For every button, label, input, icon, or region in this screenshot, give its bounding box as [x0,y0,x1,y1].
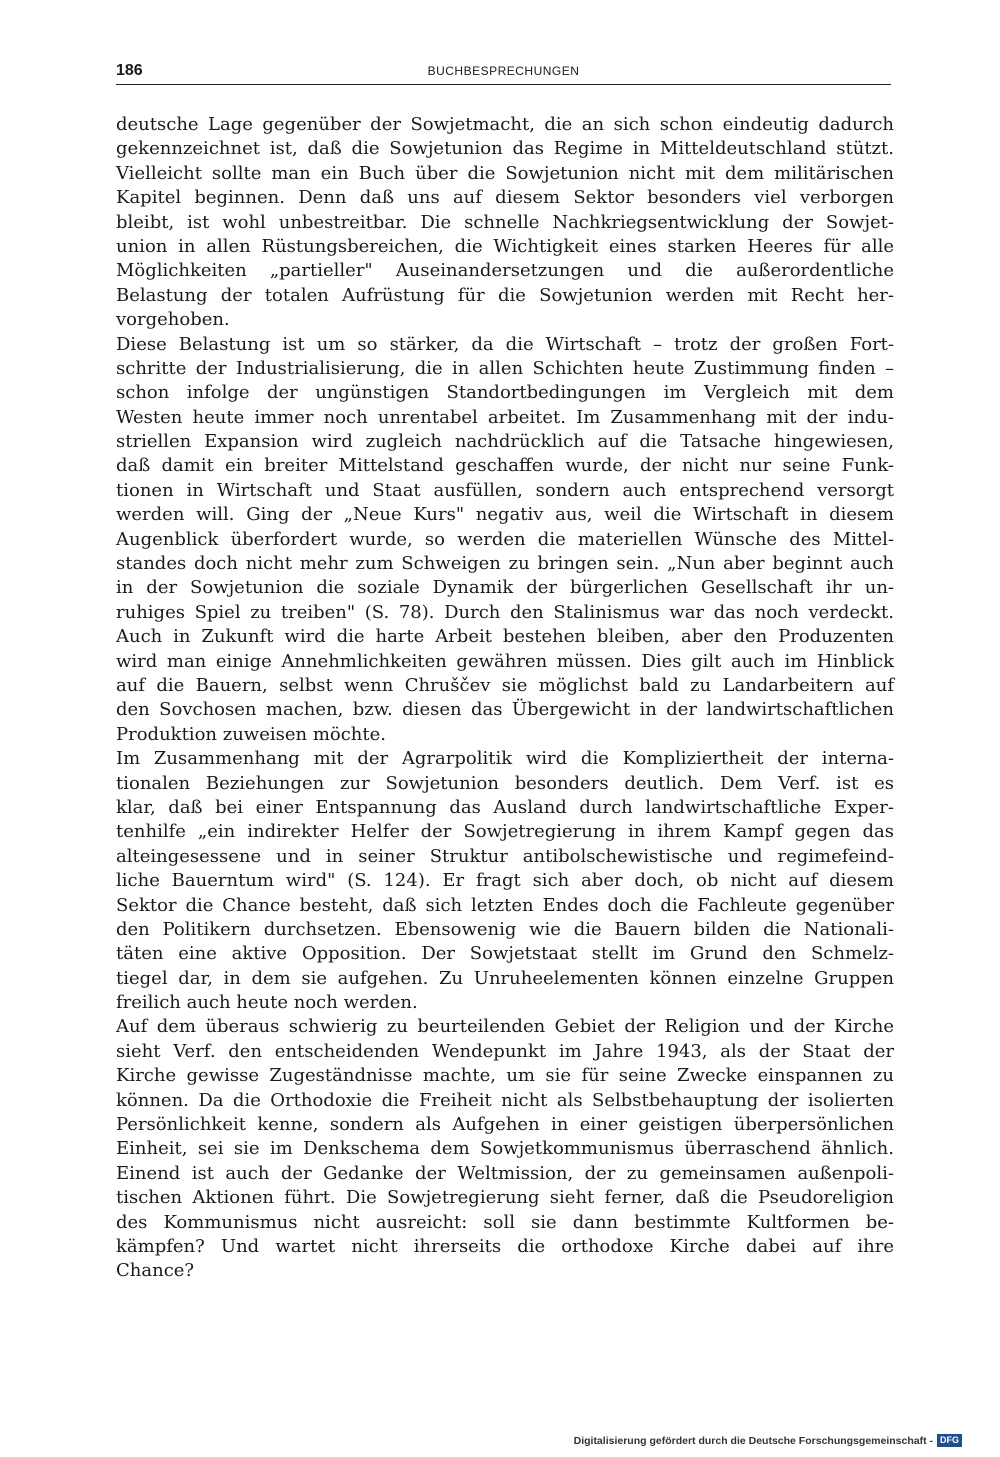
digitization-credit [574,1434,962,1447]
text-line: Augenblick überfordert wurde, so werden die materiellen Wünsche des Mittel- [116,528,894,550]
text-line: daß damit ein breiter Mittelstand geschaffen wurde, der nicht nur seine Funk- [116,455,894,477]
text-line: den Politikern durchsetzen. Ebensowenig wie die Bauern bilden die Nationali- [116,918,894,940]
text-line: Kapitel beginnen. Denn daß uns auf diesem Sektor besonders viel verborgen [116,187,894,209]
text-line: schritte der Industrialisierung, die in allen Schichten heute Zustimmung finden – [116,357,894,379]
running-head [116,62,891,85]
text-line: Einheit, sei sie im Denkschema dem Sowjetkommunismus überraschend ähnlich. [116,1138,894,1160]
paragraph [116,333,894,748]
text-line: klar, daß bei einer Entspannung das Ausland durch landwirtschaftliche Exper- [116,796,894,818]
text-line: Belastung der totalen Aufrüstung für die Sowjetunion werden mit Recht her- [116,284,894,306]
paragraph [116,747,894,1015]
text-line: kämpfen? Und wartet nicht ihrerseits die orthodoxe Kirche dabei auf ihre [116,1235,894,1257]
text-line: bleibt, ist wohl unbestreitbar. Die schnelle Nachkriegsentwicklung der Sowjet- [116,211,894,233]
text-line: Sektor die Chance besteht, daß sich letzten Endes doch die Fachleute gegenüber [116,894,894,916]
text-line: des Kommunismus nicht ausreicht: soll sie dann bestimmte Kultformen be- [116,1211,894,1233]
text-line: tenhilfe „ein indirekter Helfer der Sowjetregierung in ihrem Kampf gegen das [116,821,894,843]
text-line: den Sovchosen machen, bzw. diesen das Übergewicht in der landwirtschaftlichen [116,699,894,721]
text-line: deutsche Lage gegenüber der Sowjetmacht, die an sich schon eindeutig dadurch [116,114,894,135]
text-line: werden will. Ging der „Neue Kurs" negativ aus, weil die Wirtschaft in diesem [116,504,894,526]
text-line: Westen heute immer noch unrentabel arbeitet. Im Zusammenhang mit der indu- [116,406,894,428]
page-number: 186 [116,62,143,79]
text-line: striellen Expansion wird zugleich nachdrücklich auf die Tatsache hingewiesen, [116,431,894,453]
text-line: vorgehoben. [116,309,230,331]
text-line: schon infolge der ungünstigen Standortbedingungen im Vergleich mit dem [116,382,894,404]
text-line: gekennzeichnet ist, daß die Sowjetunion das Regime in Mitteldeutschland stützt. [116,138,894,160]
text-line: können. Da die Orthodoxie die Freiheit nicht als Selbstbehauptung der isolierten [116,1089,894,1111]
text-line: Im Zusammenhang mit der Agrarpolitik wird die Kompliziertheit der interna- [116,748,894,770]
text-line: sieht Verf. den entscheidenden Wendepunkt im Jahre 1943, als der Staat der [116,1040,894,1062]
text-line: Einend ist auch der Gedanke der Weltmission, der zu gemeinsamen außenpoli- [116,1162,894,1184]
text-line: auf die Bauern, selbst wenn Chruščev sie möglichst bald zu Landarbeitern auf [116,674,894,696]
text-line: wird man einige Annehmlichkeiten gewähren müssen. Dies gilt auch im Hinblick [116,650,894,672]
text-line: tischen Aktionen führt. Die Sowjetregierung sieht ferner, daß die Pseudoreligion [116,1187,894,1209]
paragraph [116,1015,894,1283]
text-line: freilich auch heute noch werden. [116,992,418,1014]
text-line: tionalen Beziehungen zur Sowjetunion besonders deutlich. Dem Verf. ist es [116,772,894,794]
text-line: union in allen Rüstungsbereichen, die Wichtigkeit eines starken Heeres für alle [116,235,894,257]
text-line: standes doch nicht mehr zum Schweigen zu bringen sein. „Nun aber beginnt auch [116,553,894,575]
text-line: Produktion zuweisen möchte. [116,723,386,745]
text-line: alteingesessene und in seiner Struktur antibolschewistische und regimefeind- [116,845,894,867]
body-text [116,113,894,1284]
paragraph [116,113,894,333]
text-line: Auf dem überaus schwierig zu beurteilenden Gebiet der Religion und der Kirche [116,1016,894,1038]
credit-text: Digitalisierung gefördert durch die Deutsche Forschungsgemeinschaft - [573,1434,933,1447]
text-line: in der Sowjetunion die soziale Dynamik der bürgerlichen Gesellschaft ihr un- [116,577,894,599]
section-title: BUCHBESPRECHUNGEN [427,64,580,78]
text-line: Persönlichkeit kenne, sondern als Aufgehen in einer geistigen überpersönlichen [116,1114,894,1136]
text-line: Chance? [116,1260,195,1282]
dfg-logo: DFG [937,1434,962,1447]
text-line: Auch in Zukunft wird die harte Arbeit bestehen bleiben, aber den Produzenten [116,626,894,648]
text-line: tiegel dar, in dem sie aufgehen. Zu Unruheelementen können einzelne Gruppen [116,967,894,989]
text-line: Vielleicht sollte man ein Buch über die Sowjetunion nicht mit dem militärischen [116,162,894,184]
text-line: Kirche gewisse Zugeständnisse machte, um sie für seine Zwecke einspannen zu [116,1065,894,1087]
text-line: Möglichkeiten „partieller" Auseinandersetzungen und die außerordentliche [116,260,894,282]
text-line: tionen in Wirtschaft und Staat ausfüllen, sondern auch entsprechend versorgt [116,479,894,501]
text-line: ruhiges Spiel zu treiben" (S. 78). Durch den Stalinismus war das noch verdeckt. [116,601,894,623]
text-line: täten eine aktive Opposition. Der Sowjetstaat stellt im Grund den Schmelz- [116,943,894,965]
text-line: liche Bauerntum wird" (S. 124). Er fragt sich aber doch, ob nicht auf diesem [116,870,894,892]
text-line: Diese Belastung ist um so stärker, da die Wirtschaft – trotz der großen Fort- [116,333,894,355]
